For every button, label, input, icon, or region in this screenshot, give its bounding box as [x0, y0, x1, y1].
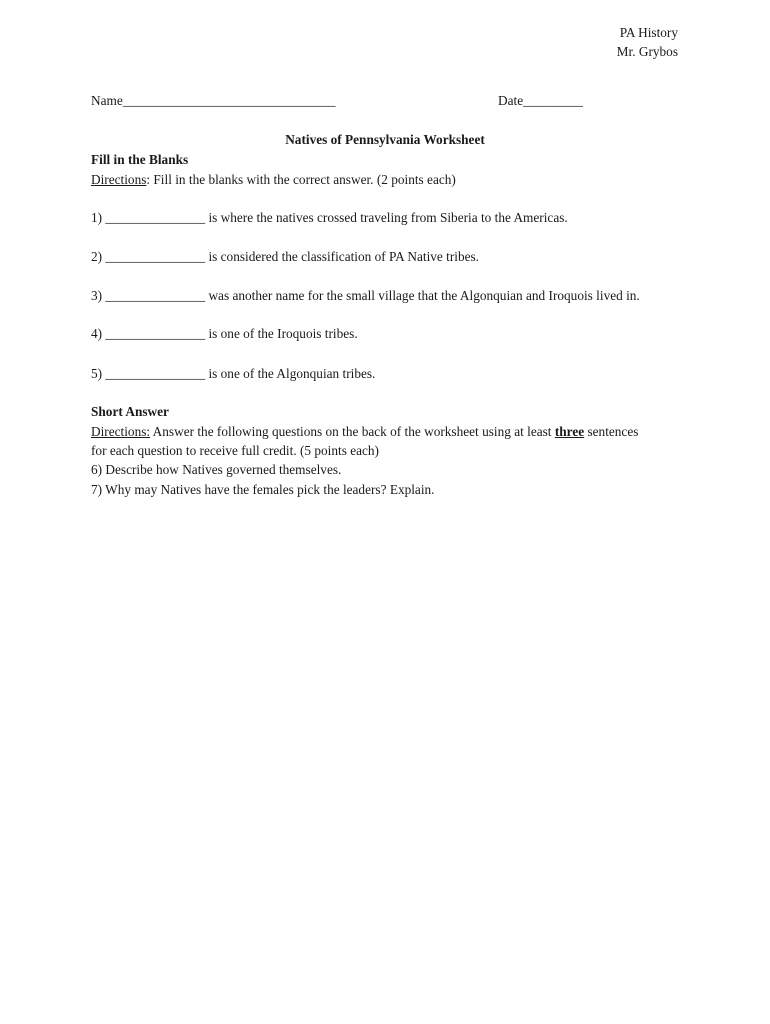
- course-label: PA History: [619, 25, 678, 40]
- teacher-label: Mr. Grybos: [616, 44, 678, 59]
- short-answer-heading: Short Answer: [91, 404, 169, 419]
- directions-label: Directions: [91, 172, 147, 187]
- fill-blanks-directions: [91, 172, 456, 188]
- directions-text-b: sentences: [584, 424, 639, 439]
- directions-text: : Fill in the blanks with the correct answer. (2 points each): [146, 172, 456, 187]
- worksheet-title: Natives of Pennsylvania Worksheet: [285, 132, 485, 147]
- directions-label: Directions:: [91, 424, 151, 439]
- directions-text-a: Answer the following questions on the back of the worksheet using at least: [150, 424, 555, 439]
- page-header: [617, 23, 678, 61]
- question-2: 2) _______________ is considered the classification of PA Native tribes.: [91, 249, 480, 264]
- date-field[interactable]: Date_________: [498, 93, 583, 108]
- question-1: 1) _______________ is where the natives crossed traveling from Siberia to the Americas.: [91, 210, 568, 225]
- short-answer-directions-line2: for each question to receive full credit. (5 points each): [91, 443, 379, 458]
- question-4: 4) _______________ is one of the Iroquois tribes.: [91, 326, 358, 341]
- short-answer-directions: [91, 424, 638, 440]
- directions-emphasis: three: [554, 424, 585, 439]
- question-5: 5) _______________ is one of the Algonquian tribes.: [91, 366, 376, 381]
- name-field[interactable]: Name________________________________: [91, 93, 336, 108]
- fill-blanks-heading: Fill in the Blanks: [91, 152, 189, 167]
- question-7: 7) Why may Natives have the females pick the leaders? Explain.: [91, 482, 435, 497]
- question-3: 3) _______________ was another name for the small village that the Algonquian and Iroquois lived in.: [91, 288, 640, 303]
- question-6: 6) Describe how Natives governed themselves.: [91, 462, 342, 477]
